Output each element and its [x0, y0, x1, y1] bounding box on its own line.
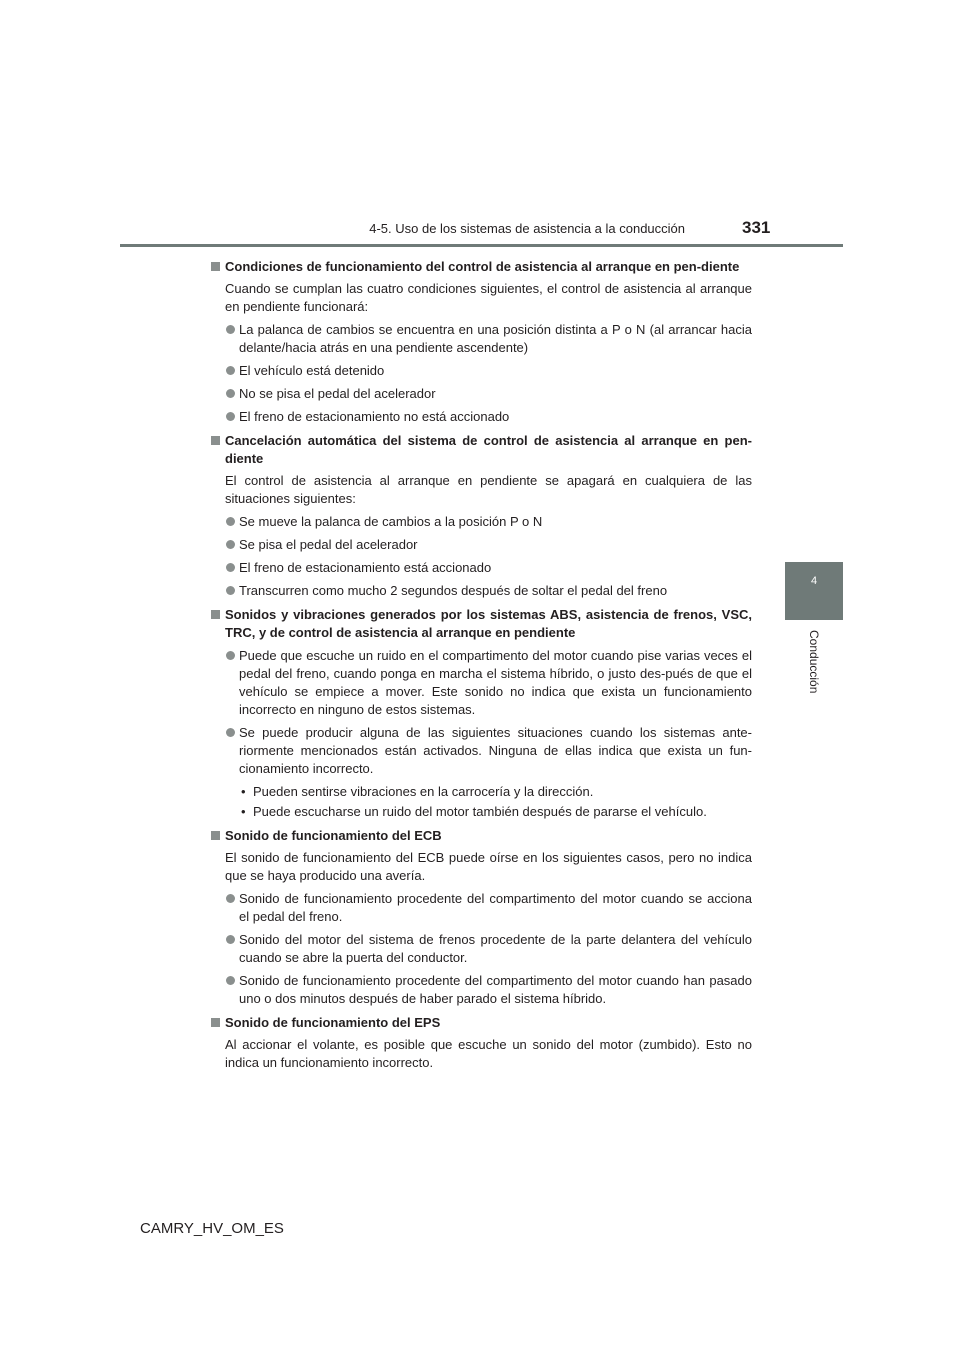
- list-item-text: Se pisa el pedal del acelerador: [239, 537, 418, 552]
- list-item: [210, 513, 752, 531]
- page-number: 331: [742, 218, 771, 237]
- list-item: [210, 536, 752, 554]
- list-item-text: Sonido de funcionamiento procedente del compartimento del motor cuando se acciona el pedal del freno.: [239, 891, 752, 924]
- header-section-title: 4-5. Uso de los sistemas de asistencia a la conducción: [369, 221, 685, 236]
- circle-bullet-icon: [226, 651, 235, 660]
- section-heading-text: Sonido de funcionamiento del EPS: [225, 1015, 441, 1030]
- circle-bullet-icon: [226, 412, 235, 421]
- square-bullet-icon: [211, 436, 220, 445]
- sub-list-item-text: Pueden sentirse vibraciones en la carrocería y la dirección.: [253, 784, 594, 799]
- section-heading: [210, 827, 752, 845]
- list-item: [210, 647, 752, 719]
- sub-list-item: [210, 803, 752, 821]
- circle-bullet-icon: [226, 894, 235, 903]
- section-heading-text: Condiciones de funcionamiento del control de asistencia al arranque en pen-diente: [225, 259, 740, 274]
- sub-list-item-text: Puede escucharse un ruido del motor también después de pararse el vehículo.: [253, 804, 707, 819]
- list-item-text: La palanca de cambios se encuentra en una posición distinta a P o N (al arrancar hacia delante/hacia atrás en una pendiente ascendente): [239, 322, 752, 355]
- circle-bullet-icon: [226, 563, 235, 572]
- circle-bullet-icon: [226, 389, 235, 398]
- list-item: [210, 582, 752, 600]
- list-item-text: El vehículo está detenido: [239, 363, 385, 378]
- sub-list-item: [210, 783, 752, 801]
- sub-bullet-marker: •: [241, 804, 246, 819]
- list-item: [210, 559, 752, 577]
- section-heading-text: Sonidos y vibraciones generados por los sistemas ABS, asistencia de frenos, VSC, TRC, y de control de asistencia al arranque en pendiente: [225, 607, 752, 640]
- circle-bullet-icon: [226, 325, 235, 334]
- list-item-text: No se pisa el pedal del acelerador: [239, 386, 436, 401]
- section-intro: Al accionar el volante, es posible que escuche un sonido del motor (zumbido). Esto no indica un funcionamiento incorrecto.: [225, 1037, 752, 1070]
- list-item: [210, 385, 752, 403]
- footer-document-code: CAMRY_HV_OM_ES: [140, 1220, 284, 1237]
- circle-bullet-icon: [226, 517, 235, 526]
- list-item-text: El freno de estacionamiento está accionado: [239, 560, 492, 575]
- chapter-tab-label: Conducción: [807, 630, 821, 694]
- section-intro: Cuando se cumplan las cuatro condiciones siguientes, el control de asistencia al arranque en pendiente funcionará:: [225, 281, 752, 314]
- square-bullet-icon: [211, 831, 220, 840]
- circle-bullet-icon: [226, 976, 235, 985]
- list-item: [210, 408, 752, 426]
- section-heading: [210, 258, 752, 276]
- square-bullet-icon: [211, 610, 220, 619]
- circle-bullet-icon: [226, 366, 235, 375]
- header-rule: [120, 244, 843, 247]
- list-item: [210, 972, 752, 1008]
- circle-bullet-icon: [226, 728, 235, 737]
- list-item-text: Sonido de funcionamiento procedente del compartimento del motor cuando han pasado uno o dos minutos después de haber parado el sistema híbrido.: [239, 973, 752, 1006]
- circle-bullet-icon: [226, 935, 235, 944]
- section-heading-text: Cancelación automática del sistema de control de asistencia al arranque en pen-diente: [225, 433, 752, 466]
- section-intro: El sonido de funcionamiento del ECB puede oírse en los siguientes casos, pero no indica que se haya producido una avería.: [225, 850, 752, 883]
- list-item-text: Se mueve la palanca de cambios a la posición P o N: [239, 514, 543, 529]
- list-item-text: El freno de estacionamiento no está accionado: [239, 409, 510, 424]
- section-heading: [210, 606, 752, 642]
- list-item-text: Sonido del motor del sistema de frenos procedente de la parte delantera del vehículo cuando se abre la puerta del conductor.: [239, 932, 752, 965]
- circle-bullet-icon: [226, 540, 235, 549]
- page-content: [210, 252, 752, 1072]
- square-bullet-icon: [211, 1018, 220, 1027]
- chapter-tab: [785, 562, 843, 620]
- section-heading-text: Sonido de funcionamiento del ECB: [225, 828, 442, 843]
- list-item: [210, 931, 752, 967]
- square-bullet-icon: [211, 262, 220, 271]
- list-item: [210, 362, 752, 380]
- circle-bullet-icon: [226, 586, 235, 595]
- section-intro: El control de asistencia al arranque en pendiente se apagará en cualquiera de las situaciones siguientes:: [225, 473, 752, 506]
- list-item-text: Puede que escuche un ruido en el compartimento del motor cuando pise varias veces el pedal del freno, cuando ponga en marcha el sistema híbrido, o justo des-pués de que el vehículo se empiece a mover. Este sonido no indica que exista un funcionamiento incorrecto en ninguno de estos sistemas.: [239, 648, 752, 717]
- list-item-text: Se puede producir alguna de las siguientes situaciones cuando los sistemas ante-riormente mencionados están activados. Ninguna de ellas indica que exista un fun-cionamiento incorrecto.: [239, 725, 752, 776]
- list-item: [210, 724, 752, 778]
- list-item-text: Transcurren como mucho 2 segundos después de soltar el pedal del freno: [239, 583, 668, 598]
- sub-bullet-marker: •: [241, 784, 246, 799]
- section-heading: [210, 432, 752, 468]
- section-heading: [210, 1014, 752, 1032]
- list-item: [210, 890, 752, 926]
- chapter-tab-number: 4: [810, 575, 818, 587]
- list-item: [210, 321, 752, 357]
